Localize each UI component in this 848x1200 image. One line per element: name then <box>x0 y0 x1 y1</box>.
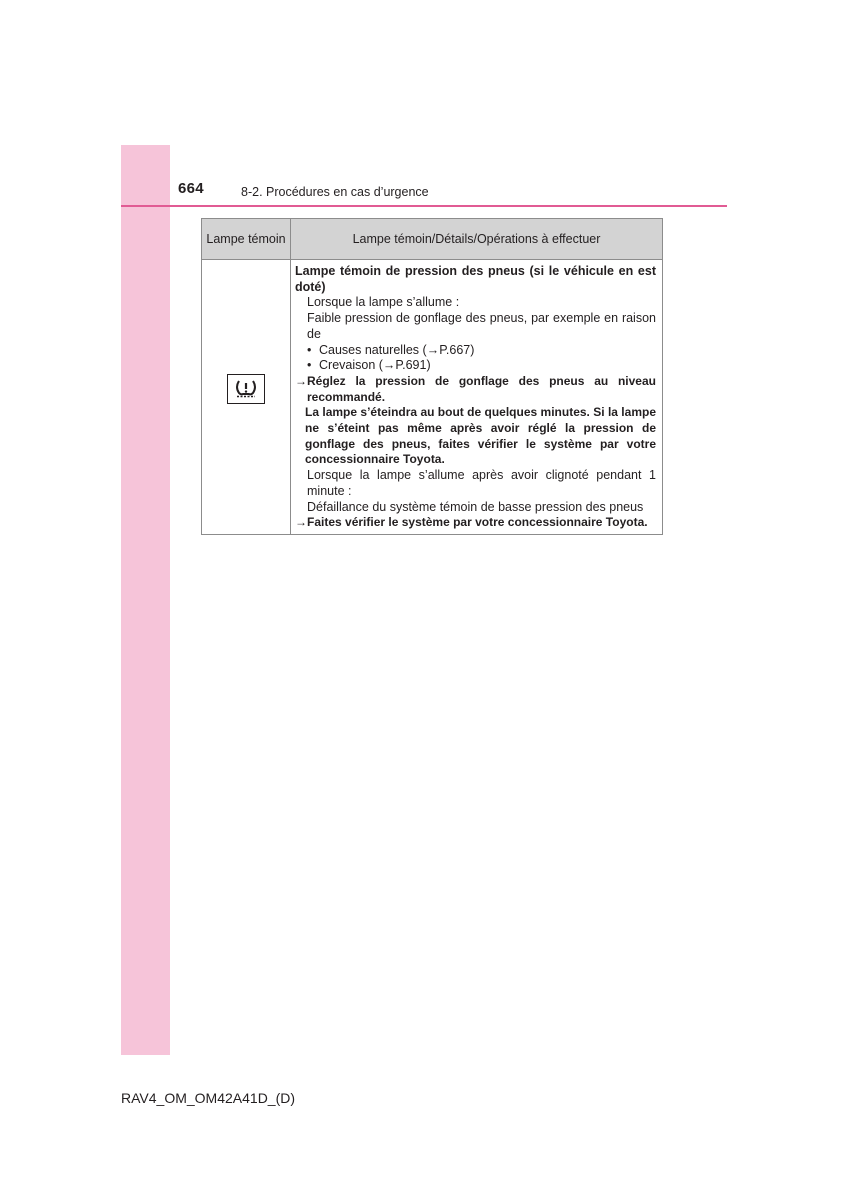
page-number: 664 <box>178 180 204 197</box>
bullet-natural-causes: Causes naturelles (→P.667) <box>319 342 475 357</box>
condition-blink: Lorsque la lampe s’allume après avoir clignoté pendant 1 minute : <box>307 468 656 498</box>
action-adjust-pressure: → Réglez la pression de gonflage des pneus au niveau recommandé. <box>295 373 656 404</box>
cause-intro: Faible pression de gonflage des pneus, par exemple en raison de <box>307 311 656 341</box>
column-header-details: Lampe témoin/Détails/Opérations à effectuer <box>291 219 663 260</box>
action-have-checked: → Faites vérifier le système par votre concessionnaire Toyota. <box>295 515 648 530</box>
table-header-row <box>202 219 663 260</box>
condition-on: Lorsque la lampe s’allume : <box>307 295 460 310</box>
list-item: • Causes naturelles (→P.667) <box>307 342 475 357</box>
column-header-lamp: Lampe témoin <box>202 219 291 260</box>
table-row <box>202 260 663 535</box>
chapter-tab-bar <box>121 145 170 1055</box>
cause-malfunction: Défaillance du système témoin de basse pression des pneus <box>307 499 644 514</box>
arrow-icon: → <box>295 373 307 388</box>
icon-cell <box>202 260 291 535</box>
list-item: • Crevaison (→P.691) <box>307 358 431 373</box>
warning-lamp-table <box>201 218 663 535</box>
tire-pressure-warning-icon <box>227 374 265 404</box>
bullet-puncture: Crevaison (→P.691) <box>319 358 431 373</box>
section-title: 8-2. Procédures en cas d’urgence <box>241 185 429 199</box>
header-rule <box>121 205 727 207</box>
arrow-icon: → <box>295 515 307 530</box>
details-cell <box>291 260 663 535</box>
document-code: RAV4_OM_OM42A41D_(D) <box>121 1090 296 1106</box>
lamp-title: Lampe témoin de pression des pneus (si le véhicule en est doté) <box>295 264 656 294</box>
action-note: La lampe s’éteindra au bout de quelques minutes. Si la lampe ne s’éteint pas même après avoir réglé la pression de gonflage des pneus, faites vérifier le système par votre concessionnaire Toyota. <box>305 405 656 467</box>
